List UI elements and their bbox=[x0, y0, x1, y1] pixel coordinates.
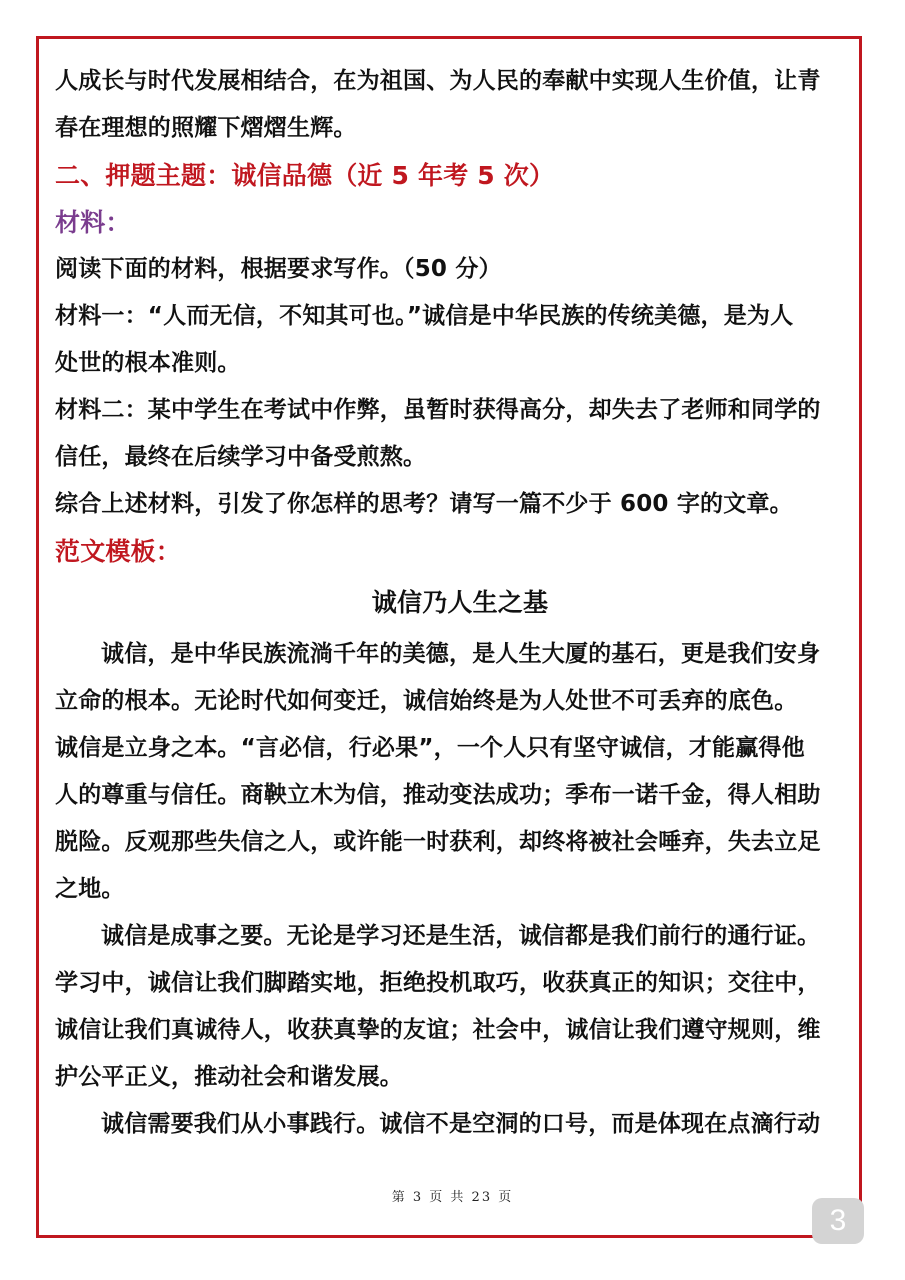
text-line: 材料二：某中学生在考试中作弊，虽暂时获得高分，却失去了老师和同学的 bbox=[55, 397, 821, 423]
essay-line: 诚信是成事之要。无论是学习还是生活，诚信都是我们前行的通行证。 bbox=[101, 923, 821, 949]
essay-line: 诚信，是中华民族流淌千年的美德，是人生大厦的基石，更是我们安身 bbox=[101, 641, 821, 667]
essay-title: 诚信乃人生之基 bbox=[371, 588, 549, 617]
section-heading: 二、押题主题：诚信品德（近 5 年考 5 次） bbox=[55, 161, 555, 190]
essay-line: 诚信让我们真诚待人，收获真挚的友谊；社会中，诚信让我们遵守规则，维 bbox=[55, 1017, 821, 1043]
essay-line: 之地。 bbox=[55, 876, 125, 902]
essay-line: 学习中，诚信让我们脚踏实地，拒绝投机取巧，收获真正的知识；交往中， bbox=[55, 970, 821, 996]
text-line: 人成长与时代发展相结合，在为祖国、为人民的奉献中实现人生价值，让青 bbox=[55, 68, 821, 94]
essay-line: 诚信是立身之本。“言必信，行必果”，一个人只有坚守诚信，才能赢得他 bbox=[55, 735, 805, 761]
text-line: 信任，最终在后续学习中备受煎熬。 bbox=[55, 444, 427, 470]
essay-line: 诚信需要我们从小事践行。诚信不是空洞的口号，而是体现在点滴行动 bbox=[101, 1111, 821, 1137]
page-footer: 第 3 页 共 23 页 bbox=[391, 1190, 514, 1205]
material-label: 材料： bbox=[55, 208, 131, 237]
text-line: 处世的根本准则。 bbox=[55, 350, 241, 376]
text-line: 阅读下面的材料，根据要求写作。（50 分） bbox=[55, 256, 502, 282]
document-body bbox=[55, 58, 855, 1148]
essay-line: 人的尊重与信任。商鞅立木为信，推动变法成功；季布一诺千金，得人相助 bbox=[55, 782, 821, 808]
essay-line: 立命的根本。无论时代如何变迁，诚信始终是为人处世不可丢弃的底色。 bbox=[55, 688, 798, 714]
text-line: 春在理想的照耀下熠熠生辉。 bbox=[55, 115, 357, 141]
text-line: 材料一：“人而无信，不知其可也。”诚信是中华民族的传统美德，是为人 bbox=[55, 303, 794, 329]
essay-line: 脱险。反观那些失信之人，或许能一时获利，却终将被社会唾弃，失去立足 bbox=[55, 829, 821, 855]
page-number-badge: 3 bbox=[812, 1198, 864, 1244]
template-label: 范文模板： bbox=[55, 537, 182, 566]
text-line: 综合上述材料，引发了你怎样的思考？请写一篇不少于 600 字的文章。 bbox=[55, 491, 793, 517]
essay-line: 护公平正义，推动社会和谐发展。 bbox=[55, 1064, 403, 1090]
